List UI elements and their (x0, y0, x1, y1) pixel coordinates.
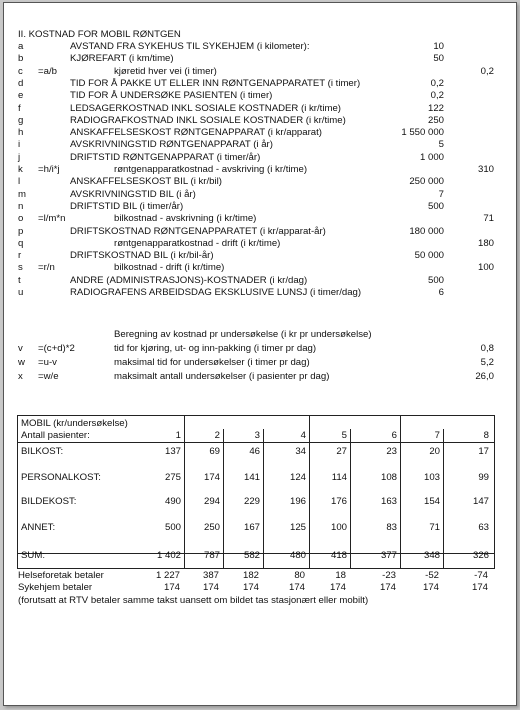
param-value: 1 550 000 (401, 127, 444, 139)
table-cell: 141 (243, 472, 260, 483)
param-label: RADIOGRAFENS ARBEIDSDAG EKSKLUSIVE LUNSJ (i timer/dag) (70, 287, 362, 298)
param-code: a (18, 41, 24, 52)
table-cell: 1 402 (156, 550, 181, 561)
table-cell: 114 (331, 472, 347, 483)
param-label: TID FOR Å UNDERSØKE PASIENTEN (i timer) (70, 90, 273, 102)
param-value: 6 (438, 287, 444, 298)
table-cell: 250 (203, 522, 220, 533)
payer-cell: -52 (425, 570, 439, 581)
param-code: r (18, 250, 22, 262)
table-cell: 582 (243, 550, 260, 561)
table-cell: 348 (423, 550, 440, 561)
param-label: DRIFTSTID BIL (i timer/år) (70, 200, 184, 212)
table-cell: 124 (289, 472, 306, 483)
param-formula: =r/n (38, 262, 55, 274)
column-header: 5 (341, 430, 347, 441)
param-calc: 180 (477, 237, 494, 249)
param-calc: 310 (477, 164, 494, 175)
param-label: DRIFTSTID RØNTGENAPPARAT (i timer/år) (70, 151, 261, 163)
payer-cell: -23 (382, 570, 396, 581)
table-cell: 480 (289, 550, 306, 561)
param-code: g (18, 114, 24, 126)
param-value: 122 (427, 102, 444, 114)
param-code: j (18, 151, 21, 163)
param-code: q (18, 237, 24, 249)
payer-cell: 18 (335, 570, 346, 581)
param-value: 0,2 (430, 77, 444, 89)
payer-cell: 182 (242, 570, 259, 581)
param-code: c (18, 65, 23, 77)
calc-code: w (18, 357, 25, 368)
param-label: AVSTAND FRA SYKEHUS TIL SYKEHJEM (i kilometer): (70, 41, 310, 52)
table-cell: 275 (164, 472, 181, 483)
calc-value: 5,2 (480, 357, 494, 368)
param-calc: 100 (477, 262, 494, 274)
param-calc: 71 (483, 213, 494, 225)
table-cell: 174 (203, 472, 220, 483)
table-cell: 83 (386, 522, 397, 533)
param-code: s (18, 262, 23, 274)
calc-label: maksimal tid for undersøkelser (i timer pr dag) (114, 357, 310, 368)
param-value: 7 (438, 188, 444, 200)
param-value: 50 000 (414, 250, 444, 262)
payer-label: Helseforetak betaler (18, 570, 104, 581)
table-cell: 163 (380, 496, 397, 507)
calc-label: tid for kjøring, ut- og inn-pakking (i timer pr dag) (114, 343, 317, 354)
payer-cell: -74 (474, 570, 488, 581)
payer-cell: 174 (202, 582, 219, 593)
param-value: 50 (433, 53, 444, 65)
param-label: bilkostnad - drift (i kr/time) (114, 262, 225, 274)
column-header: 6 (391, 430, 397, 441)
cost-table (17, 415, 495, 569)
param-code: d (18, 77, 24, 89)
param-value: 500 (427, 274, 444, 286)
section-title: II. KOSTNAD FOR MOBIL RØNTGEN (18, 29, 181, 40)
table-cell: 196 (289, 496, 306, 507)
calc-value: 26,0 (475, 371, 494, 382)
param-label: TID FOR Å PAKKE UT ELLER INN RØNTGENAPPARATET (i timer) (70, 77, 361, 89)
param-label: RADIOGRAFKOSTNAD INKL SOSIALE KOSTNADER (i kr/time) (70, 114, 346, 126)
table-cell: 20 (429, 446, 440, 457)
payer-cell: 174 (288, 582, 305, 593)
param-code: i (18, 139, 21, 151)
param-label: DRIFTSKOSTNAD RØNTGENAPPARATET (i kr/apparat-år) (70, 225, 326, 237)
payer-cell: 174 (329, 582, 346, 593)
column-header: 7 (434, 430, 440, 441)
param-code: m (18, 188, 26, 200)
table-cell: 147 (472, 496, 489, 507)
param-value: 250 000 (409, 176, 444, 188)
param-value: 0,2 (430, 90, 444, 102)
table-row-label: BILKOST: (21, 446, 64, 457)
param-label: LEDSAGERKOSTNAD INKL SOSIALE KOSTNADER (i kr/time) (70, 102, 341, 114)
table-cell: 154 (423, 496, 440, 507)
payer-cell: 174 (379, 582, 396, 593)
calc-label: maksimalt antall undersøkelser (i pasienter pr dag) (114, 371, 330, 382)
payer-label: Sykehjem betaler (18, 582, 93, 593)
param-value: 10 (433, 41, 444, 52)
table-cell: 99 (478, 472, 489, 483)
table-cell: 108 (380, 472, 397, 483)
column-header: 2 (214, 430, 220, 441)
table-cell: 418 (330, 550, 347, 561)
table-cell: 490 (164, 496, 181, 507)
table-cell: 326 (472, 550, 489, 561)
param-label: ANDRE (ADMINISTRASJONS)-KOSTNADER (i kr/dag) (70, 274, 308, 286)
payer-cell: 174 (242, 582, 259, 593)
param-formula: =h/i*j (38, 164, 60, 175)
table-row-label: ANNET: (21, 522, 56, 533)
column-header: 3 (254, 430, 260, 441)
table-cell: 17 (478, 446, 489, 457)
param-label: DRIFTSKOSTNAD BIL (i kr/bil-år) (70, 250, 214, 262)
payer-cell: 387 (202, 570, 219, 581)
document-page (3, 2, 517, 706)
table-cell: 71 (429, 522, 440, 533)
footnote: (forutsatt at RTV betaler samme takst uansett om bildet tas stasjonært eller mobilt) (18, 595, 369, 606)
table-row-label: BILDEKOST: (21, 496, 77, 507)
param-value: 180 000 (409, 225, 444, 237)
param-label: røntgenapparatkostnad - avskriving (i kr/time) (114, 164, 308, 175)
calc-code: v (18, 343, 23, 354)
calc-formula: =w/e (38, 371, 59, 382)
calc-heading: Beregning av kostnad pr undersøkelse (i kr pr undersøkelse) (114, 329, 372, 340)
param-code: b (18, 53, 24, 65)
table-cell: 23 (386, 446, 397, 457)
table-cell: 137 (164, 446, 181, 457)
table-cell: 167 (243, 522, 260, 533)
table-cell: 100 (330, 522, 347, 533)
param-value: 250 (427, 114, 444, 126)
param-value: 1 000 (419, 151, 444, 163)
table-cell: 125 (289, 522, 306, 533)
param-calc: 0,2 (480, 65, 494, 77)
payer-cell: 174 (471, 582, 488, 593)
table-cell: 787 (203, 550, 220, 561)
param-code: h (18, 127, 24, 139)
table-cell: 69 (209, 446, 220, 457)
param-value: 500 (427, 200, 444, 212)
column-header: 1 (175, 430, 181, 441)
param-label: KJØREFART (i km/time) (70, 53, 174, 65)
param-formula: =l/m*n (38, 213, 66, 225)
param-label: ANSKAFFELSESKOST BIL (i kr/bil) (70, 176, 222, 188)
param-code: p (18, 225, 24, 237)
table-row-label: PERSONALKOST: (21, 472, 101, 483)
param-label: kjøretid hver vei (i timer) (114, 65, 217, 77)
param-code: l (18, 176, 21, 188)
param-label: ANSKAFFELSESKOST RØNTGENAPPARAT (i kr/apparat) (70, 127, 322, 139)
calc-code: x (18, 371, 23, 382)
calc-formula: =u-v (38, 357, 57, 368)
table-cell: 103 (423, 472, 440, 483)
table-cell: 46 (249, 446, 260, 457)
param-value: 5 (438, 139, 444, 151)
table-cell: 27 (336, 446, 347, 457)
table-cell: 294 (203, 496, 220, 507)
param-code: n (18, 200, 24, 212)
table-title: MOBIL (kr/undersøkelse) (21, 418, 128, 429)
param-label: røntgenapparatkostnad - drift (i kr/time) (114, 237, 281, 249)
param-code: u (18, 287, 24, 298)
param-label: bilkostnad - avskrivning (i kr/time) (114, 213, 257, 225)
column-header: 4 (300, 430, 306, 441)
table-cell: 63 (478, 522, 489, 533)
patients-label: Antall pasienter: (21, 430, 90, 441)
param-code: k (18, 164, 23, 175)
payer-cell: 1 227 (155, 570, 180, 581)
calc-formula: =(c+d)*2 (38, 343, 75, 354)
param-code: e (18, 90, 24, 102)
payer-cell: 174 (163, 582, 180, 593)
param-formula: =a/b (38, 65, 57, 77)
param-code: o (18, 213, 24, 225)
payer-cell: 174 (422, 582, 439, 593)
param-code: t (18, 274, 21, 286)
table-cell: 229 (243, 496, 260, 507)
calc-value: 0,8 (480, 343, 494, 354)
table-cell: 377 (380, 550, 397, 561)
payer-cell: 80 (294, 570, 305, 581)
table-row-label: SUM: (21, 550, 45, 561)
param-code: f (18, 102, 21, 114)
table-cell: 34 (295, 446, 306, 457)
table-cell: 500 (164, 522, 181, 533)
column-header: 8 (483, 430, 489, 441)
table-cell: 176 (330, 496, 347, 507)
param-label: AVSKRIVNINGSTID BIL (i år) (70, 188, 196, 200)
param-label: AVSKRIVNINGSTID RØNTGENAPPARAT (i år) (70, 139, 273, 151)
